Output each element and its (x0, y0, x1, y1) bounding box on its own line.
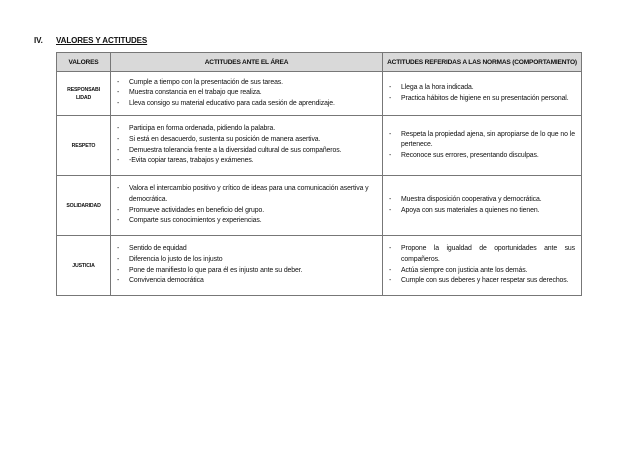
list-item: - -Evita copiar tareas, trabajos y exámenes. (111, 156, 376, 167)
list-item: - Sentido de equidad (111, 244, 376, 255)
table-header-row (57, 53, 582, 72)
list-item: - Diferencia lo justo de los injusto (111, 255, 376, 266)
list-item: - Reconoce sus errores, presentando disculpas. (383, 151, 575, 162)
valor-label: JUSTICIA (72, 262, 95, 269)
normas-cell (383, 176, 582, 236)
list-item: - Apoya con sus materiales a quienes no tienen. (383, 206, 575, 217)
table-row (57, 116, 582, 176)
list-item: - Comparte sus conocimientos y experiencias. (111, 216, 376, 227)
list-item: - Respeta la propiedad ajena, sin apropiarse de lo que no le pertenece. (383, 130, 575, 151)
table-row (57, 236, 582, 296)
list-item: - Lleva consigo su material educativo para cada sesión de aprendizaje. (111, 99, 376, 110)
valor-cell (57, 236, 111, 296)
header-actitudes-area: ACTITUDES ANTE EL ÁREA (111, 53, 383, 72)
section-title: VALORES Y ACTITUDES (56, 36, 148, 45)
list-item: - Pone de manifiesto lo que para él es injusto ante su deber. (111, 266, 376, 277)
area-cell (111, 116, 383, 176)
list-item: - Valora el intercambio positivo y crítico de ideas para una comunicación asertiva y democrática. (111, 184, 376, 205)
list-item: - Convivencia democrática (111, 276, 376, 287)
list-item: - Demuestra tolerancia frente a la diversidad cultural de sus compañeros. (111, 146, 376, 157)
list-item: - Participa en forma ordenada, pidiendo la palabra. (111, 124, 376, 135)
valor-cell (57, 72, 111, 116)
area-cell (111, 176, 383, 236)
list-item: - Cumple a tiempo con la presentación de sus tareas. (111, 78, 376, 89)
section-heading (34, 36, 147, 45)
header-valores: VALORES (57, 53, 111, 72)
valor-label: LIDAD (75, 94, 92, 101)
table-row (57, 176, 582, 236)
valor-cell (57, 116, 111, 176)
area-cell (111, 236, 383, 296)
valor-label: SOLIDARIDAD (66, 202, 101, 209)
list-item: - Practica hábitos de higiene en su presentación personal. (383, 94, 575, 105)
normas-cell (383, 116, 582, 176)
list-item: - Cumple con sus deberes y hacer respetar sus derechos. (383, 276, 575, 287)
valor-label: RESPETO (71, 142, 96, 149)
values-table (56, 52, 582, 296)
table-row (57, 72, 582, 116)
list-item: - Actúa siempre con justicia ante los demás. (383, 266, 575, 277)
header-actitudes-normas: ACTITUDES REFERIDAS A LAS NORMAS (COMPORTAMIENTO) (383, 53, 582, 72)
valor-cell (57, 176, 111, 236)
section-number: IV. (34, 36, 43, 45)
list-item: - Propone la igualdad de oportunidades ante sus compañeros. (383, 244, 575, 265)
list-item: - Promueve actividades en beneficio del grupo. (111, 206, 376, 217)
list-item: - Llega a la hora indicada. (383, 83, 575, 94)
list-item: - Si está en desacuerdo, sustenta su posición de manera asertiva. (111, 135, 376, 146)
valor-label: RESPONSABI (67, 86, 100, 93)
normas-cell (383, 236, 582, 296)
area-cell (111, 72, 383, 116)
list-item: - Muestra constancia en el trabajo que realiza. (111, 88, 376, 99)
normas-cell (383, 72, 582, 116)
list-item: - Muestra disposición cooperativa y democrática. (383, 195, 575, 206)
